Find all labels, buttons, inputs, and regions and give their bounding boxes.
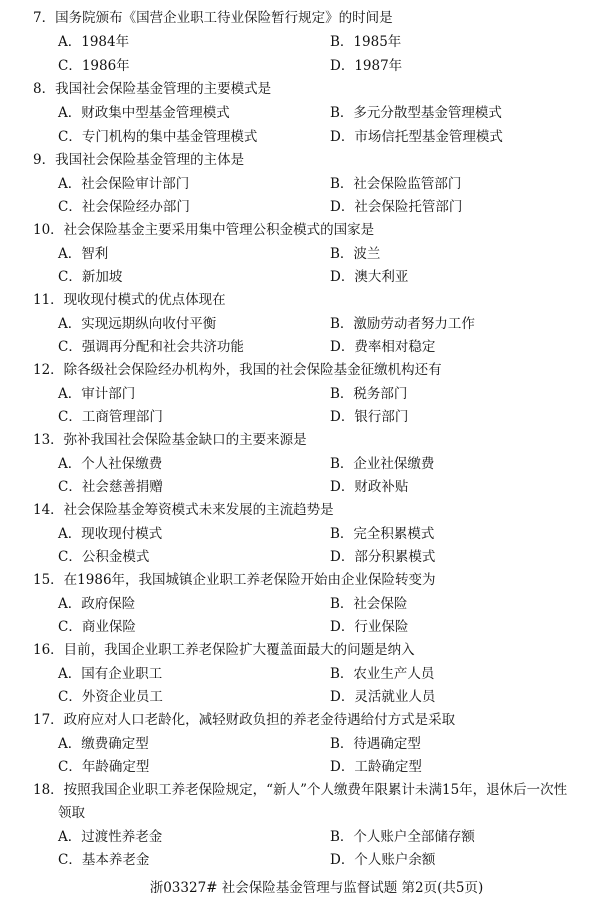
question-7-option-b: B．1985年 [330, 34, 402, 50]
question-11-option-a: A．实现远期纵向收付平衡 [58, 316, 217, 332]
question-11-option-c: C．强调再分配和社会共济功能 [58, 339, 244, 355]
question-9-options-row-2 [0, 196, 611, 219]
question-7-options-row-2 [0, 55, 611, 78]
question-18-options-row-1 [0, 826, 611, 849]
question-9-option-d: D．社会保险托管部门 [330, 199, 463, 215]
page-footer: 浙03327# 社会保险基金管理与监督试题 第2页(共5页) [149, 880, 484, 896]
question-15-options-row-1 [0, 593, 611, 616]
question-12-option-a: A．审计部门 [58, 386, 136, 402]
question-8-option-c: C．专门机构的集中基金管理模式 [58, 129, 258, 145]
question-13-options-row-2 [0, 476, 611, 499]
question-12-option-d: D．银行部门 [330, 409, 409, 425]
question-10-option-b: B．波兰 [330, 246, 381, 262]
question-9-stem: 9．我国社会保险基金管理的主体是 [33, 152, 245, 168]
question-15-option-c: C．商业保险 [58, 619, 136, 635]
question-8-option-a: A．财政集中型基金管理模式 [58, 105, 230, 121]
question-9-options-row-1 [0, 173, 611, 196]
question-14-option-d: D．部分积累模式 [330, 549, 436, 565]
question-15-stem: 15．在1986年，我国城镇企业职工养老保险开始由企业保险转变为 [33, 572, 436, 588]
question-8-option-b: B．多元分散型基金管理模式 [330, 105, 502, 121]
question-8-options-row-2 [0, 126, 611, 149]
question-8-option-d: D．市场信托型基金管理模式 [330, 129, 503, 145]
question-14-stem: 14．社会保险基金筹资模式未来发展的主流趋势是 [33, 502, 334, 518]
question-12-options-row-2 [0, 406, 611, 429]
question-10-options-row-2 [0, 266, 611, 289]
question-16-options-row-1 [0, 663, 611, 686]
question-14-option-b: B．完全积累模式 [330, 526, 435, 542]
question-13-option-c: C．社会慈善捐赠 [58, 479, 163, 495]
question-17-options-row-1 [0, 733, 611, 756]
question-10-stem: 10．社会保险基金主要采用集中管理公积金模式的国家是 [33, 222, 375, 238]
question-17-option-a: A．缴费确定型 [58, 736, 149, 752]
question-11-stem: 11．现收现付模式的优点体现在 [33, 292, 226, 308]
question-11-option-b: B．激励劳动者努力工作 [330, 316, 475, 332]
question-11-option-d: D．费率相对稳定 [330, 339, 436, 355]
question-16-option-c: C．外资企业员工 [58, 689, 163, 705]
question-18-stem: 18．按照我国企业职工养老保险规定，“新人”个人缴费年限累计未满15年，退休后一次性 [33, 782, 568, 798]
question-13-options-row-1 [0, 453, 611, 476]
question-8-options-row-1 [0, 102, 611, 125]
question-18-options-row-2 [0, 849, 611, 872]
question-16-option-a: A．国有企业职工 [58, 666, 163, 682]
question-18-stem-continued: 领取 [58, 805, 85, 821]
question-12-options-row-1 [0, 383, 611, 406]
question-15-option-d: D．行业保险 [330, 619, 409, 635]
question-18-option-a: A．过渡性养老金 [58, 829, 163, 845]
question-12-stem: 12．除各级社会保险经办机构外，我国的社会保险基金征缴机构还有 [33, 362, 442, 378]
question-14-options-row-2 [0, 546, 611, 569]
question-10-options-row-1 [0, 243, 611, 266]
question-11-options-row-1 [0, 313, 611, 336]
question-18-option-b: B．个人账户全部储存额 [330, 829, 475, 845]
question-7-option-a: A．1984年 [58, 34, 130, 50]
question-13-stem: 13．弥补我国社会保险基金缺口的主要来源是 [33, 432, 307, 448]
question-18-option-c: C．基本养老金 [58, 852, 150, 868]
question-9-option-b: B．社会保险监管部门 [330, 176, 462, 192]
question-10-option-d: D．澳大利亚 [330, 269, 409, 285]
question-14-option-c: C．公积金模式 [58, 549, 150, 565]
question-14-option-a: A．现收现付模式 [58, 526, 163, 542]
question-10-option-a: A．智利 [58, 246, 109, 262]
question-16-options-row-2 [0, 686, 611, 709]
question-16-option-d: D．灵活就业人员 [330, 689, 436, 705]
question-7-option-d: D．1987年 [330, 58, 403, 74]
question-13-option-a: A．个人社保缴费 [58, 456, 163, 472]
question-16-option-b: B．农业生产人员 [330, 666, 435, 682]
question-18-option-d: D．个人账户余额 [330, 852, 436, 868]
question-15-option-a: A．政府保险 [58, 596, 136, 612]
question-17-stem: 17．政府应对人口老龄化，减轻财政负担的养老金待遇给付方式是采取 [33, 712, 456, 728]
question-17-option-d: D．工龄确定型 [330, 759, 422, 775]
question-14-options-row-1 [0, 523, 611, 546]
question-15-options-row-2 [0, 616, 611, 639]
question-17-option-b: B．待遇确定型 [330, 736, 421, 752]
question-9-option-c: C．社会保险经办部门 [58, 199, 190, 215]
question-17-options-row-2 [0, 756, 611, 779]
question-15-option-b: B．社会保险 [330, 596, 408, 612]
question-7-option-c: C．1986年 [58, 58, 130, 74]
question-11-options-row-2 [0, 336, 611, 359]
question-9-option-a: A．社会保险审计部门 [58, 176, 190, 192]
question-7-options-row-1 [0, 31, 611, 54]
question-7-stem: 7．国务院颁布《国营企业职工待业保险暂行规定》的时间是 [33, 10, 393, 26]
question-13-option-d: D．财政补贴 [330, 479, 409, 495]
question-8-stem: 8．我国社会保险基金管理的主要模式是 [33, 81, 272, 97]
question-17-option-c: C．年龄确定型 [58, 759, 150, 775]
question-13-option-b: B．企业社保缴费 [330, 456, 435, 472]
question-16-stem: 16．目前，我国企业职工养老保险扩大覆盖面最大的问题是纳入 [33, 642, 415, 658]
question-12-option-b: B．税务部门 [330, 386, 408, 402]
question-10-option-c: C．新加坡 [58, 269, 123, 285]
question-12-option-c: C．工商管理部门 [58, 409, 163, 425]
